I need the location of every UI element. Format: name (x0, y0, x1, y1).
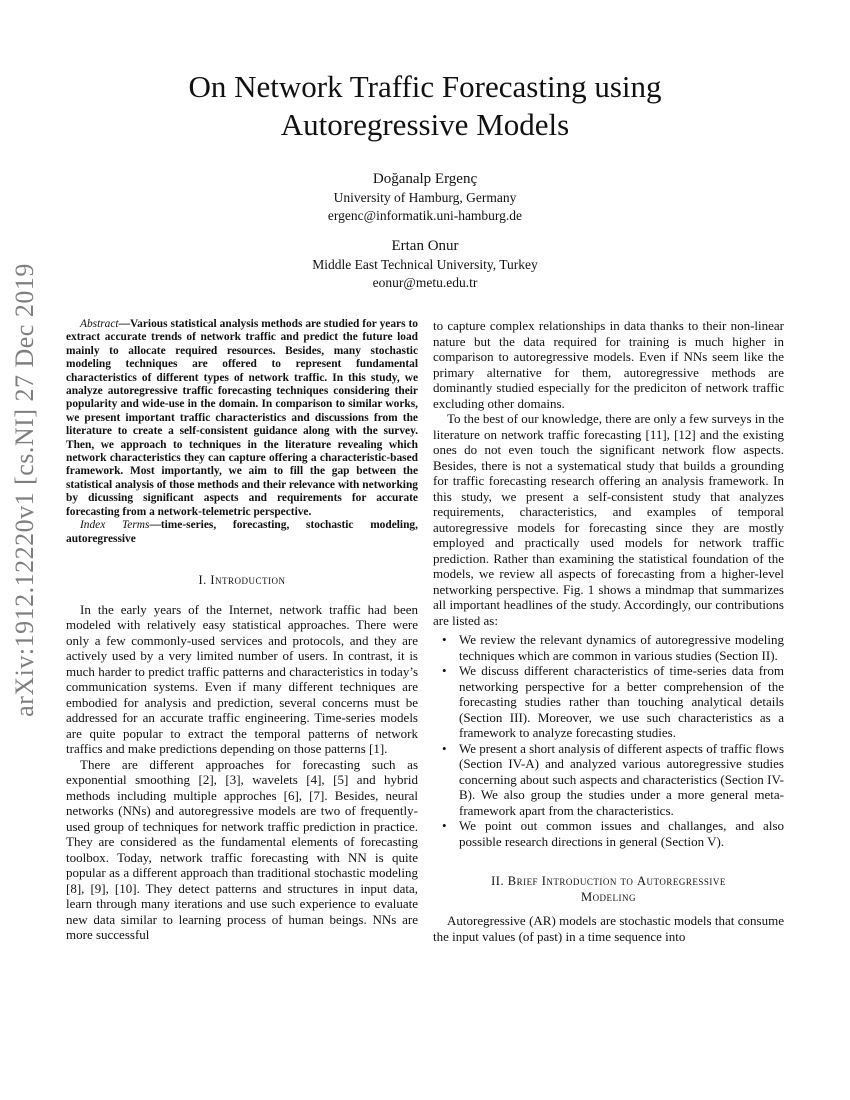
author-affiliation: Middle East Technical University, Turkey (312, 257, 538, 272)
author-email: eonur@metu.edu.tr (372, 275, 478, 290)
contributions-list (433, 632, 784, 849)
heading-initial: B (507, 874, 517, 888)
list-item (442, 632, 784, 663)
heading-initial: I (210, 572, 216, 587)
heading-rest: odeling (592, 890, 637, 904)
list-item-text: We present a short analysis of different aspects of traffic flows (Section IV-A) and analyzed various autoregressive studies concerning about such aspects and characteristics (Section IV-B). We also group the studies under a more general meta-framework apart from the characteristics. (459, 740, 784, 818)
arxiv-identifier: arXiv:1912.12220v1 [cs.NI] 27 Dec 2019 (10, 263, 39, 717)
section-numeral: II. (491, 874, 508, 888)
bullet-icon: • (442, 740, 447, 756)
left-column (66, 318, 418, 943)
arxiv-sidebar-stamp (0, 263, 50, 717)
heading-initial: I (541, 874, 547, 888)
paragraph-intro-4: To the best of our knowledge, there are only a few surveys in the literature on network traffic forecasting [11], [12] and the existing ones do not even touch the significant network flow aspects. Besides, there is not a systematical study that builds a grounding for traffic forecasting research offering an analysis framework. In this study, we present a self-consistent study that analyzes requirements, characteristics, and examples of temporal autoregressive models for forecasting since they are mostly employed and practically used models for network traffic prediction. Rather than examining the statistical foundation of the models, we review all aspects of forecasting from a higher-level networking perspective. Fig. 1 shows a mindmap that summarizes all important headlines of the study. Accordingly, our contributions are listed as: (433, 411, 784, 628)
author-1 (225, 170, 625, 225)
list-item (442, 740, 784, 819)
paragraph-section2-1: Autoregressive (AR) models are stochastic models that consume the input values (of past) in a time sequence into (433, 913, 784, 944)
author-2 (225, 237, 625, 292)
author-name: Ertan Onur (391, 238, 459, 254)
author-name: Doğanalp Ergenç (372, 171, 478, 187)
section-heading-brief-introduction (433, 873, 784, 905)
index-terms-label: Index Terms (80, 519, 150, 532)
section-numeral: I. (198, 572, 211, 587)
abstract-label: Abstract (80, 318, 119, 330)
bullet-icon: • (442, 818, 447, 833)
paragraph-intro-1: In the early years of the Internet, network traffic had been modeled with relatively easy statistical approaches. There were only a few commonly-used services and protocols, and they are actively used by a very limited number of users. In contrast, it is much harder to predict traffic patterns and characteristics in today’s communication systems. Even if many different techniques are embodied for analysis and prediction, several concerns must be addressed for an accurate traffic engineering. Time-series models are quite popular to extract the temporal patterns of network traffics and make predictions depending on those patterns [1]. (66, 601, 418, 757)
author-affiliation: University of Hamburg, Germany (333, 190, 517, 205)
index-terms-text: —time-series, forecasting, stochastic modeling, autoregressive (66, 519, 418, 545)
bullet-icon: • (442, 663, 447, 678)
heading-initial: M (580, 890, 593, 904)
list-item (442, 818, 784, 849)
heading-rest: rief (516, 874, 542, 888)
abstract-text: —Various statistical analysis methods are studied for years to extract accurate trends of network traffic and predict the future load mainly to allocate required resources. Besides, many stochastic modeling techniques are offered to represent fundamental characteristics of different types of network traffic. In this study, we analyze autoregressive traffic forecasting techniques considering their popularity and wide-use in the domain. In comparison to similar works, we present important traffic characteristics and discussions from the literature to create a self-consistent guidance along with the survey. Then, we approach to techniques in the literature revealing which network characteristics they can capture offering a characteristic-based framework. Most importantly, we aim to fill the gap between the statistical analysis of those methods and their relevance with networking by dicussing significant aspects and requirements for accurate forecasting from a network-telemetric perspective. (66, 318, 418, 518)
bullet-icon: • (442, 632, 447, 647)
index-terms (66, 519, 418, 546)
paper-title: On Network Traffic Forecasting using Autoregressive Models (188, 69, 662, 142)
abstract (66, 318, 418, 519)
heading-rest: ntroduction (215, 572, 286, 587)
paragraph-intro-3: to capture complex relationships in data thanks to their non-linear nature but the data required for training is much higher in comparison to autoregressive models. Even if NNs seem like the primary alternative for them, autoregressive methods are dominantly studied especially for the prediciton of network traffic excluding other domains. (433, 318, 784, 411)
heading-rest: ntroduction to (546, 874, 637, 888)
heading-initial: A (636, 874, 647, 888)
author-block (225, 170, 625, 304)
paragraph-intro-2: There are different approaches for forecasting such as exponential smoothing [2], [3], wavelets [4], [5] and hybrid methods including multiple approches [6], [7]. Besides, neural networks (NNs) and autoregressive models are two of frequently-used group of techniques for network traffic prediction in practice. They are considered as the fundamental elements of forecasting toolbox. Today, network traffic forecasting with NN is quite popular as a different approach than traditional stochastic modeling [8], [9], [10]. They detect patterns and structures in input data, learn through many iterations and use such experience to evaluate new data similar to learning process of human beings. NNs are more successful (66, 756, 418, 943)
list-item-text: We review the relevant dynamics of autoregressive modeling techniques which are common in various studies (Section II). (459, 632, 784, 663)
section-heading-introduction (66, 572, 418, 588)
list-item (442, 663, 784, 741)
author-email: ergenc@informatik.uni-hamburg.de (327, 208, 523, 223)
list-item-text: We discuss different characteristics of time-series data from networking perspective for a better comprehension of the forecasting studies rather than touching analytical details (Section III). Moreover, we use such characteristics as a framework to analyze forecasting studies. (459, 663, 784, 740)
list-item-text: We point out common issues and challanges, and also possible research directions in general (Section V). (459, 818, 784, 849)
heading-rest: utoregressive (646, 874, 726, 888)
right-column (433, 318, 784, 944)
